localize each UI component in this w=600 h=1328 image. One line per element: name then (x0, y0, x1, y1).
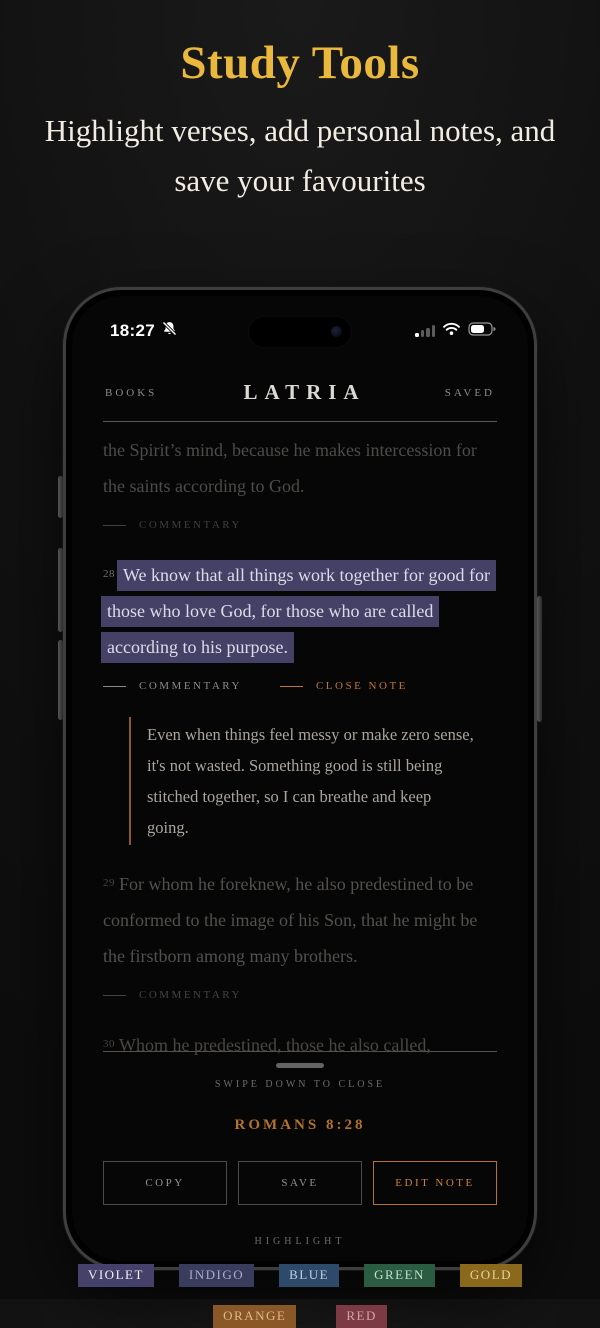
verse-reference: ROMANS 8:28 (234, 1117, 366, 1133)
wifi-icon (442, 322, 461, 341)
verse-28[interactable] (103, 556, 497, 665)
phone-frame (63, 287, 537, 1323)
save-button[interactable]: SAVE (238, 1161, 362, 1205)
close-note-button[interactable]: CLOSE NOTE (280, 668, 408, 704)
nav-books[interactable]: BOOKS (105, 386, 158, 399)
dynamic-island (248, 316, 352, 348)
phone-screen (72, 296, 528, 1323)
dash-icon (103, 995, 126, 996)
app-header (72, 348, 528, 421)
volume-up-button (58, 548, 63, 632)
drag-handle[interactable] (276, 1063, 324, 1068)
color-chip-blue[interactable]: BLUE (279, 1264, 339, 1287)
verse-29[interactable]: $^{29}$ For whom he foreknew, he also predestined to be conformed to the image of his Son, that he might be the firstborn among many brothers. (103, 874, 478, 966)
color-chip-gold[interactable]: GOLD (460, 1264, 522, 1287)
action-button (58, 476, 63, 518)
nav-saved[interactable]: SAVED (444, 386, 495, 399)
commentary-toggle[interactable]: COMMENTARY (103, 668, 242, 704)
dash-icon (103, 686, 126, 687)
camera-icon (331, 326, 342, 337)
verse-number: 30 (103, 1038, 115, 1050)
verse-28-highlight[interactable]: We know that all things work together for good for those who love God, for those who are called according to his purpose. (101, 560, 496, 663)
clock-label: 18:27 (110, 321, 155, 340)
verse-number: 28 (103, 568, 115, 580)
battery-icon (468, 322, 496, 341)
page-subtitle: Highlight verses, add personal notes, and save your favourites (44, 113, 556, 199)
verse-30[interactable]: $^{30}$ Whom he predestined, those he also called, (103, 1035, 431, 1055)
verse-number: 29 (103, 877, 115, 889)
swipe-hint: SWIPE DOWN TO CLOSE (214, 1079, 386, 1090)
copy-button[interactable]: COPY (103, 1161, 227, 1205)
sheet-actions (72, 1161, 528, 1205)
dash-icon (280, 686, 303, 687)
highlight-colors-row-1 (72, 1264, 528, 1287)
commentary-toggle[interactable]: COMMENTARY (103, 977, 242, 1013)
note-block (129, 717, 477, 845)
verse-27-tail[interactable]: the Spirit’s mind, because he makes intercession for the saints according to God. (103, 440, 477, 496)
color-chip-orange[interactable]: ORANGE (213, 1305, 296, 1328)
signal-icon (415, 325, 435, 337)
commentary-toggle[interactable]: COMMENTARY (103, 507, 242, 543)
color-chip-green[interactable]: GREEN (364, 1264, 435, 1287)
page-title: Study Tools (180, 37, 420, 89)
edit-note-button[interactable]: EDIT NOTE (373, 1161, 497, 1205)
highlight-colors-row-2 (72, 1305, 528, 1328)
highlight-label: HIGHLIGHT (254, 1236, 346, 1247)
volume-down-button (58, 640, 63, 720)
power-button (537, 596, 542, 722)
bottom-sheet (72, 1052, 528, 1328)
app-title: LATRIA (243, 380, 366, 404)
color-chip-indigo[interactable]: INDIGO (179, 1264, 254, 1287)
color-chip-red[interactable]: RED (336, 1305, 387, 1328)
reader-pane (72, 422, 528, 1055)
color-chip-violet[interactable]: VIOLET (78, 1264, 154, 1287)
hero-section (0, 0, 600, 206)
bell-slash-icon (161, 320, 178, 342)
note-text: Even when things feel messy or make zero sense, it's not wasted. Something good is still being stitched together, so I can breathe and keep going. (147, 725, 474, 837)
dash-icon (103, 525, 126, 526)
